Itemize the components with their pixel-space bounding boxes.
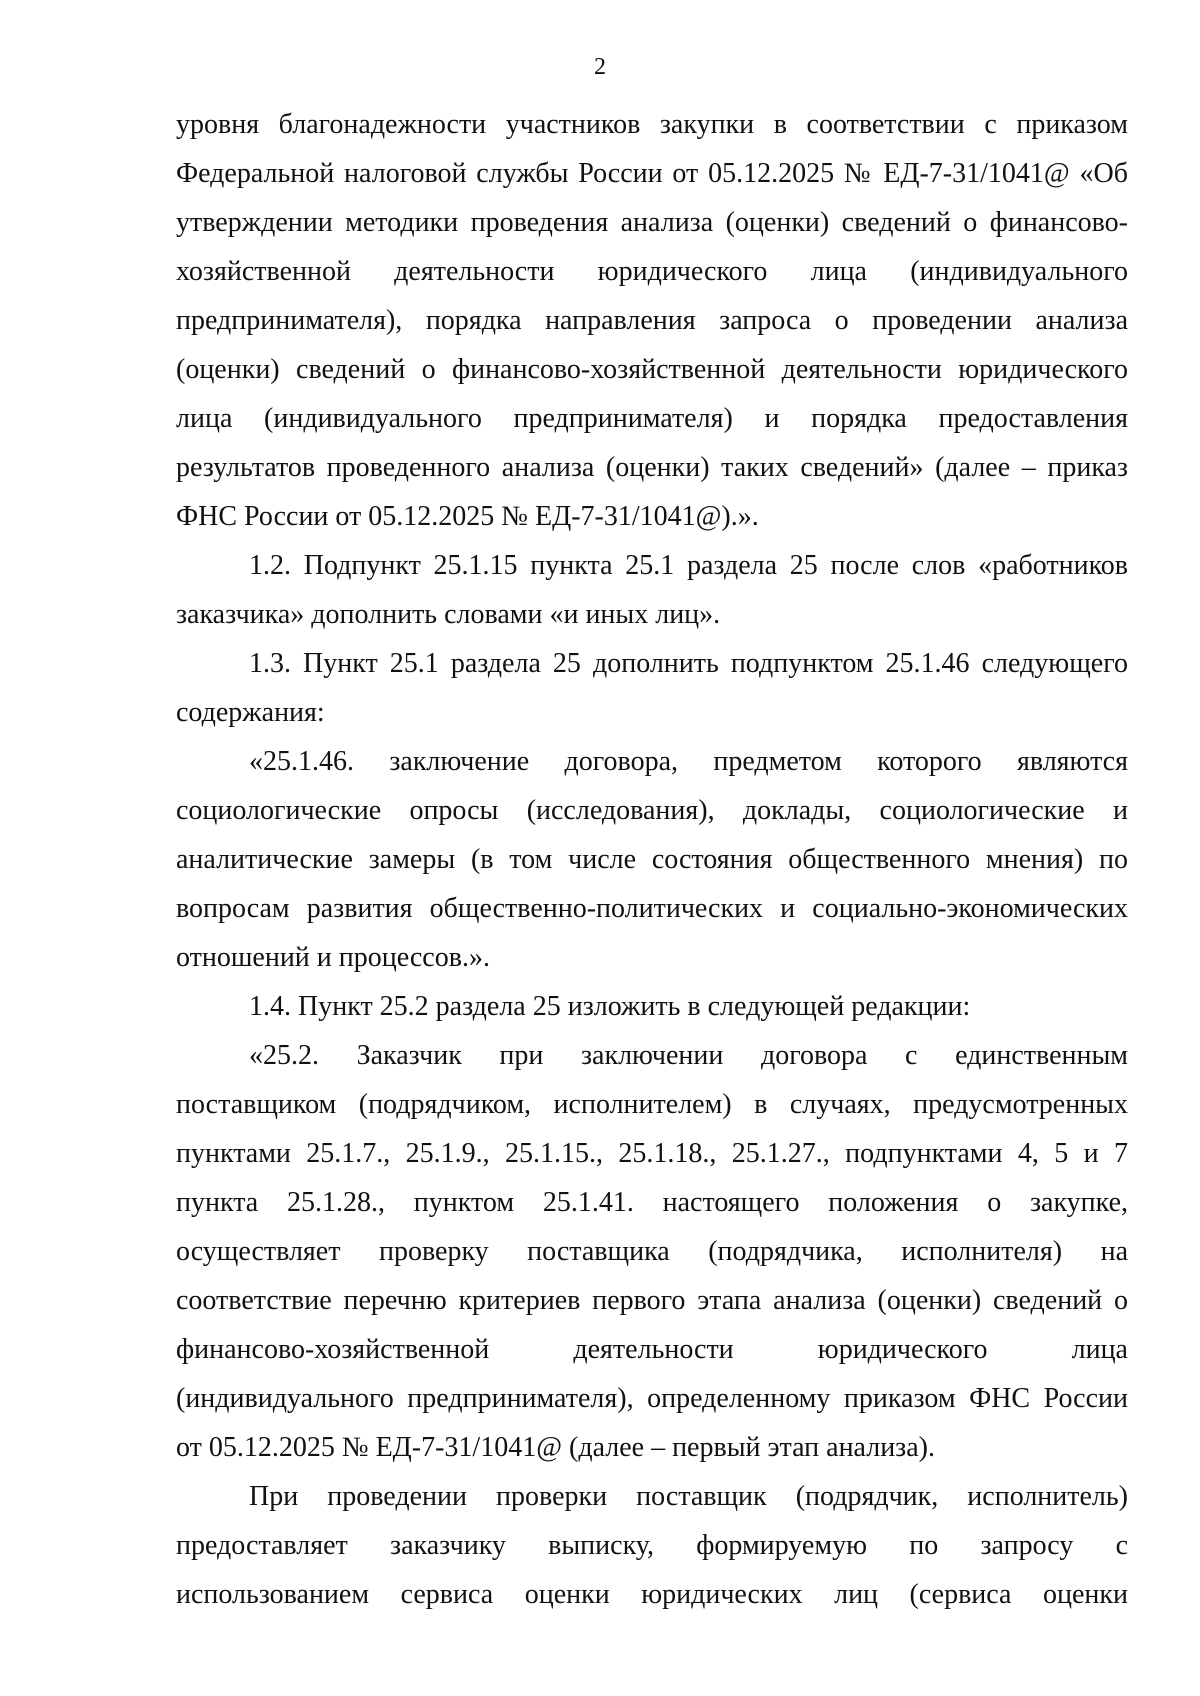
text-line: осуществляет проверку поставщика (подрядчика, исполнителя) на: [176, 1236, 1128, 1267]
text-line: финансово-хозяйственной деятельности юридического лица: [176, 1334, 1128, 1365]
text-line: При проведении проверки поставщик (подрядчик, исполнитель): [249, 1481, 1128, 1512]
paragraph-verification: [176, 1472, 1128, 1619]
text-line: аналитические замеры (в том числе состояния общественного мнения) по: [176, 844, 1128, 875]
text-line: уровня благонадежности участников закупки в соответствии с приказом: [176, 109, 1128, 140]
paragraph-1-4: [176, 982, 1128, 1031]
paragraph-1-3: [176, 639, 1128, 737]
text-line: поставщиком (подрядчиком, исполнителем) в случаях, предусмотренных: [176, 1089, 1128, 1120]
text-line: 1.3. Пункт 25.1 раздела 25 дополнить подпунктом 25.1.46 следующего: [249, 648, 1128, 679]
text-line: пунктами 25.1.7., 25.1.9., 25.1.15., 25.1.18., 25.1.27., подпунктами 4, 5 и 7: [176, 1138, 1128, 1169]
paragraph-25-2: [176, 1031, 1128, 1472]
text-line: утверждении методики проведения анализа (оценки) сведений о финансово-: [176, 207, 1128, 238]
text-line: предпринимателя), порядка направления запроса о проведении анализа: [176, 305, 1128, 336]
text-line: от 05.12.2025 № ЕД-7-31/1041@ (далее – первый этап анализа).: [176, 1432, 935, 1463]
text-line: предоставляет заказчику выписку, формируемую по запросу с: [176, 1530, 1128, 1561]
text-line: использованием сервиса оценки юридических лиц (сервиса оценки: [176, 1579, 1128, 1610]
page-number: 2: [594, 54, 606, 80]
text-line: соответствие перечню критериев первого этапа анализа (оценки) сведений о: [176, 1285, 1128, 1316]
text-line: пункта 25.1.28., пунктом 25.1.41. настоящего положения о закупке,: [176, 1187, 1128, 1218]
paragraph-continuation: [176, 100, 1128, 541]
text-line: содержания:: [176, 697, 325, 728]
text-line: «25.1.46. заключение договора, предметом которого являются: [249, 746, 1128, 777]
paragraph-1-2: [176, 541, 1128, 639]
text-line: (оценки) сведений о финансово-хозяйственной деятельности юридического: [176, 354, 1128, 385]
text-line: заказчика» дополнить словами «и иных лиц».: [176, 599, 721, 630]
text-line: (индивидуального предпринимателя), определенному приказом ФНС России: [176, 1383, 1128, 1414]
text-line: вопросам развития общественно-политических и социально-экономических: [176, 893, 1128, 924]
text-line: лица (индивидуального предпринимателя) и порядка предоставления: [176, 403, 1128, 434]
paragraph-25-1-46: [176, 737, 1128, 982]
text-line: 1.2. Подпункт 25.1.15 пункта 25.1 раздела 25 после слов «работников: [249, 550, 1128, 581]
document-body: [176, 100, 1128, 1619]
text-line: результатов проведенного анализа (оценки) таких сведений» (далее – приказ: [176, 452, 1128, 483]
text-line: Федеральной налоговой службы России от 05.12.2025 № ЕД-7-31/1041@ «Об: [176, 158, 1128, 189]
text-line: «25.2. Заказчик при заключении договора с единственным: [249, 1040, 1128, 1071]
text-line: 1.4. Пункт 25.2 раздела 25 изложить в следующей редакции:: [249, 991, 971, 1022]
text-line: хозяйственной деятельности юридического лица (индивидуального: [176, 256, 1128, 287]
text-line: ФНС России от 05.12.2025 № ЕД-7-31/1041@).».: [176, 501, 759, 532]
text-line: социологические опросы (исследования), доклады, социологические и: [176, 795, 1128, 826]
text-line: отношений и процессов.».: [176, 942, 490, 973]
